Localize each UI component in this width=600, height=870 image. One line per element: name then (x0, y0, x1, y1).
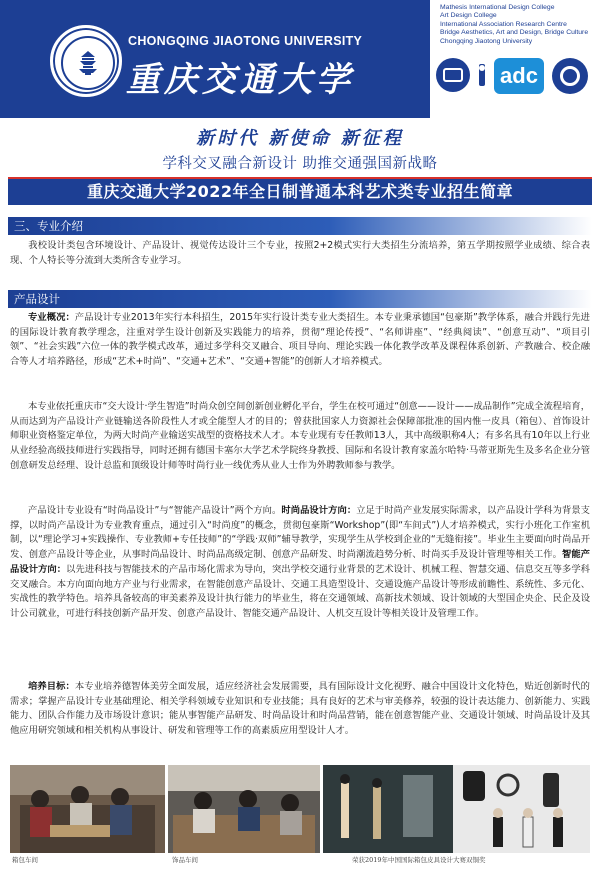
figure-logo-icon (476, 62, 488, 88)
university-name-en: CHONGQING JIAOTONG UNIVERSITY (128, 34, 363, 48)
partner-logos (430, 0, 600, 118)
slogan-main: 新时代 新使命 新征程 (196, 128, 404, 149)
photo-strip (10, 765, 590, 853)
subsection-heading: 产品设计 (8, 290, 592, 308)
caption-bag-workshop: 箱包车间 (12, 856, 38, 864)
photo-jewelry-workshop (168, 765, 320, 853)
section-heading: 三、专业介绍 (8, 217, 592, 235)
header-banner (0, 0, 600, 118)
photo-bag-workshop (10, 765, 165, 853)
caption-award: 荣获2019年中国国际箱包皮具设计大赛双铜奖 (352, 856, 486, 864)
paragraph-directions: 产品设计专业设有“时尚品设计”与“智能产品设计”两个方向。时尚品设计方向：立足于时尚产业发展实际需求，以产品设计学科为背景支撑，以时尚产品设计为专业教育重点，通过引入“时尚度”的概念，贯彻包豪斯“Workshop”(即“车间式”)人才培养模式，实行小班化工作室机制，以“理论学习+实践操作、专业教师+专任技师”的“学践·双师”辅导教学，实现学生从学校到企业的“无缝衔接”。毕业生主要面向时尚品开发、创意产品设计等企业，从事时尚品设计、时尚品高级定制、创意产品研发、时尚潮流趋势分析、时尚买手及设计管理等相关工作。智能产品设计方向：以先进科技与智能技术的产品市场化需求为导向，突出学校交通行业背景的艺术设计、机械工程、智慧交通、信息交互等多学科交叉融合。本方向面向地方产业与行业需求，在智能创意产品设计、交通工具造型设计、交通设施产品设计等形成前瞻性、系统性、多元化、实战性的教学特色。培养具备较高的审美素养及设计执行能力的毕业生，将在交通领域、高新技术领域、设计领域的大型国企央企、民企及设计公司就业，可进行科技创新产品开发、创意产品设计、智能交通产品设计、人机交互设计等相关设计及管理工作。 (10, 505, 590, 619)
slogan-sub: 学科交叉融合新设计 助推交通强国新战略 (162, 156, 438, 172)
section-intro: 我校设计类包含环境设计、产品设计、视觉传达设计三个专业，按照2+2模式实行大类招生分流培养，第五学期按照学业成绩、综合表现、个人特长等分流到大类所含专业学习。 (10, 240, 590, 266)
paragraph-overview: 专业概况：产品设计专业2013年实行本科招生，2015年实行设计类专业大类招生。本专业秉承德国“包豪斯”教学体系，融合并践行先进的国际设计教育教学理念，注重对学生设计创新及实践能力的培养，贯彻“理论传授”、“名师讲座”、“经典阅读”、“创意互动”、“项目引领”、“社会实践”六位一体的教学模式改革，通过多学科交叉融合、项目导向、理论实践一体化教学改革及课程体系创新、产教融合、校企融合等人才培养路径，形成“艺术+时尚”、“交通+艺术”、“交通+智能”的创新人才培养模式。 (10, 312, 590, 368)
photo-award-exhibition (323, 765, 590, 853)
page-title: 重庆交通大学2022年全日制普通本科艺术类专业招生简章 (8, 177, 592, 205)
paragraph-goals: 培养目标：本专业培养德智体美劳全面发展，适应经济社会发展需要，具有国际设计文化视野、融合中国设计文化特色，贴近创新时代的需求；掌握产品设计专业基础理论、相关学科领域专业知识和专业技能；具有良好的艺术与审美修养，较强的设计表达能力、创新能力、实践能力、团队合作能力及市场设计意识；能从事智能产品研发、时尚品设计和时尚品营销，能在创意智能产业、交通设计领域、时尚品设计及其他应用研究领域和相关机构从事设计、研发和管理等工作的高素质应用型设计人才。 (10, 681, 590, 737)
caption-jewelry-workshop: 饰品车间 (172, 856, 198, 864)
pagoda-icon (61, 36, 115, 90)
university-logo (50, 25, 122, 97)
ring-logo-icon (552, 58, 588, 94)
mathesis-logo-icon (436, 58, 470, 92)
partner-text: Mathesis International Design College Art Design College International Association Research Centre Bridge Aesthetics, Art and Design, Bridge Culture Chongqing Jiaotong University (440, 4, 589, 45)
university-name-cn: 重庆交通大学 (126, 60, 354, 100)
adc-logo: adc (494, 58, 544, 94)
paragraph-platform: 本专业依托重庆市“交大设计·学生智造”时尚众创空间创新创业孵化平台，学生在校可通过“创意——设计——成品制作”完成全流程培育，从而达到为产品设计产业链输送各阶段性人才或全能型人才的目的；曾获批国家人力资源社会保障部批准的国内惟一皮具（箱包）、首饰设计师职业资格鉴定单位，为两大时尚产业输送实战型的资格技术人才。本专业现有专任教师13人，其中高级职称4人；有多名具有10年以上行业从业经验高级技师进行实践指导，同时还拥有德国卡塞尔大学艺术学院终身教授、国际和名设计教育家盖尔哈特·马蒂亚斯先生及多名企业分管创意研发总经理、设计总监和顶级设计师等时尚行业一线优秀从业人士作为外聘教师参与教学。 (10, 401, 590, 471)
